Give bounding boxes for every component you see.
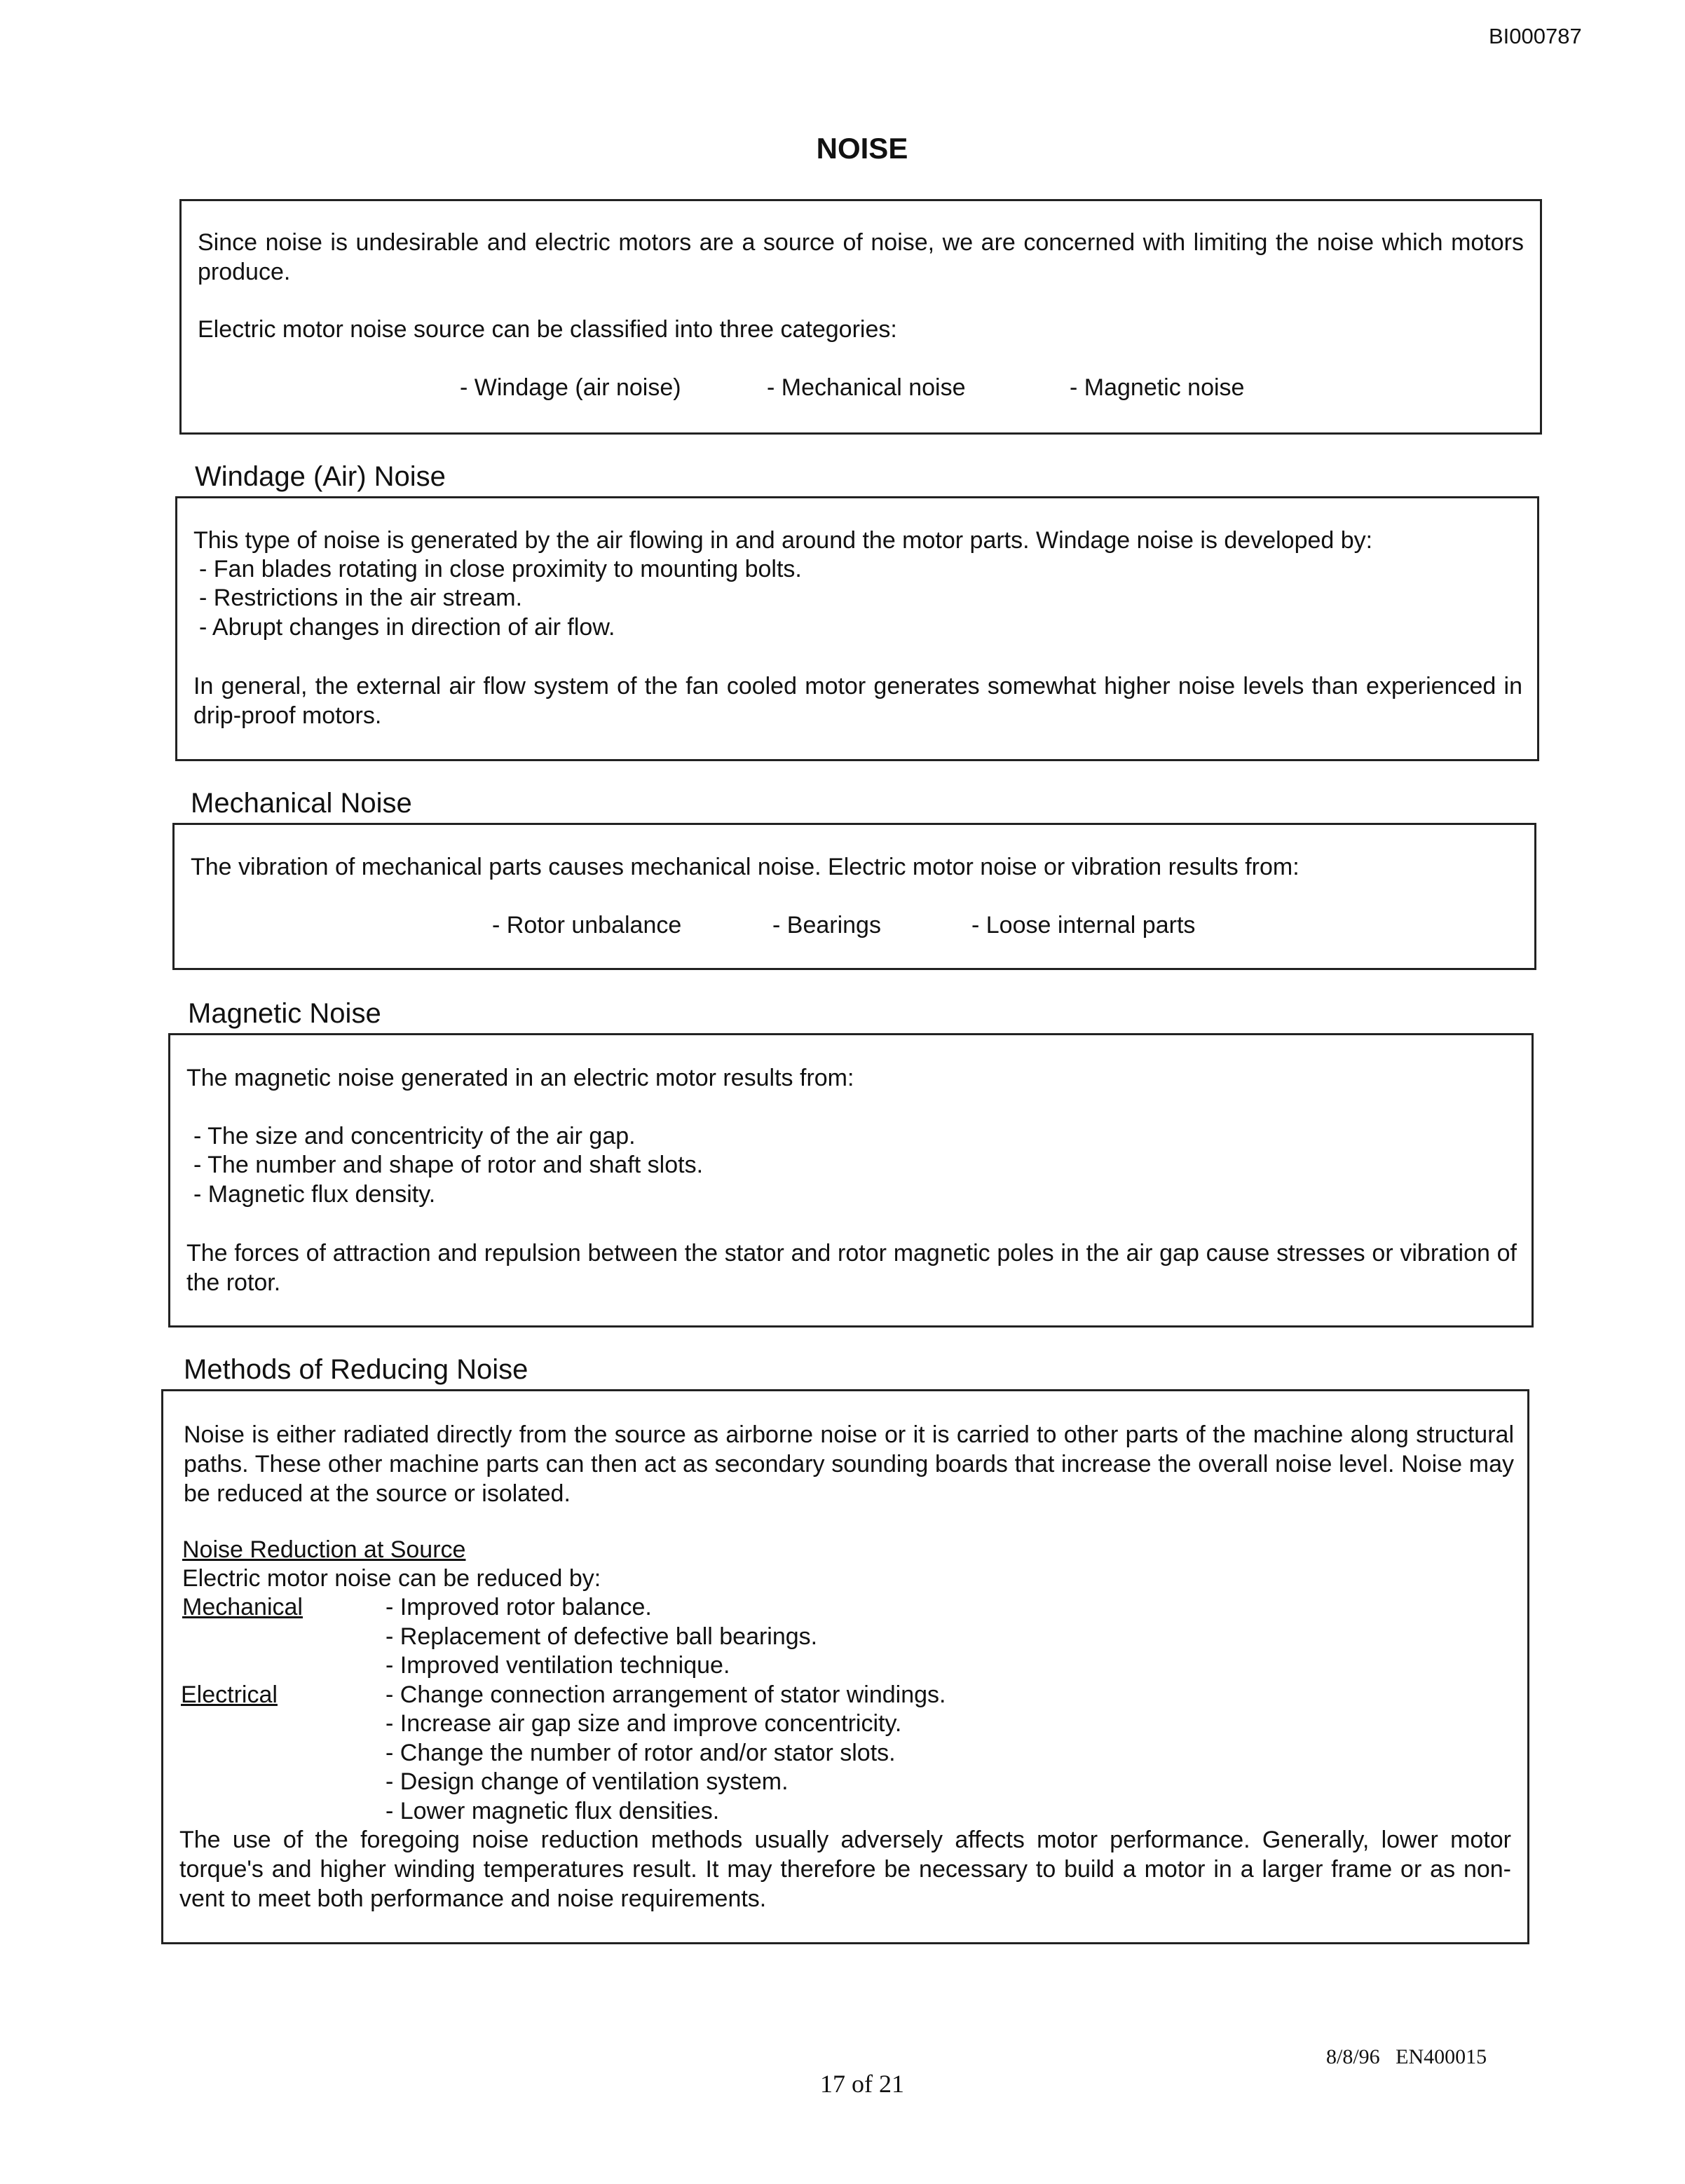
windage-closing: In general, the external air flow system of the fan cooled motor generates somewhat higher noise levels than experienced in drip-proof motors. <box>193 673 1522 729</box>
electrical-method: - Change connection arrangement of stator windings. <box>386 1681 946 1708</box>
mechanical-cause-loose-parts: - Loose internal parts <box>971 912 1196 939</box>
windage-bullet: - Restrictions in the air stream. <box>199 585 523 611</box>
magnetic-closing: The forces of attraction and repulsion between the stator and rotor magnetic poles in the air gap cause stresses or vibration of the rotor. <box>186 1240 1517 1296</box>
intro-categories-lead: Electric motor noise source can be classified into three categories: <box>198 316 897 343</box>
mechanical-box <box>172 823 1536 970</box>
electrical-method: - Lower magnetic flux densities. <box>386 1798 720 1824</box>
reducing-paragraph: Noise is either radiated directly from the source as airborne noise or it is carried to other parts of the machine along structural paths. These other machine parts can then act as secondary sounding boards that increase the overall noise level. Noise may be reduced at the source or isolated. <box>184 1421 1514 1507</box>
magnetic-heading: Magnetic Noise <box>188 998 381 1029</box>
mechanical-lead: The vibration of mechanical parts causes mechanical noise. Electric motor noise or vibration results from: <box>191 854 1299 880</box>
magnetic-lead: The magnetic noise generated in an electric motor results from: <box>186 1065 854 1091</box>
magnetic-bullet: - The size and concentricity of the air gap. <box>193 1123 636 1149</box>
electrical-method: - Change the number of rotor and/or stator slots. <box>386 1740 896 1766</box>
mechanical-method: - Improved ventilation technique. <box>386 1652 730 1679</box>
reducing-heading: Methods of Reducing Noise <box>184 1354 528 1385</box>
category-windage: - Windage (air noise) <box>460 374 681 401</box>
electrical-method: - Design change of ventilation system. <box>386 1768 789 1795</box>
mechanical-label: Mechanical <box>182 1594 303 1620</box>
windage-heading: Windage (Air) Noise <box>195 461 446 492</box>
windage-lead: This type of noise is generated by the air flowing in and around the motor parts. Windage noise is developed by: <box>193 527 1373 554</box>
page-number: 17 of 21 <box>820 2070 904 2098</box>
mechanical-cause-rotor: - Rotor unbalance <box>492 912 682 939</box>
mechanical-heading: Mechanical Noise <box>191 788 412 819</box>
magnetic-bullet: - The number and shape of rotor and shaft slots. <box>193 1152 704 1178</box>
mechanical-cause-bearings: - Bearings <box>772 912 881 939</box>
electrical-method: - Increase air gap size and improve concentricity. <box>386 1710 902 1737</box>
magnetic-bullet: - Magnetic flux density. <box>193 1181 436 1208</box>
reducing-intro: Electric motor noise can be reduced by: <box>182 1565 601 1592</box>
mechanical-method: - Replacement of defective ball bearings. <box>386 1623 818 1650</box>
page-title: NOISE <box>816 132 908 165</box>
reducing-closing: The use of the foregoing noise reduction methods usually adversely affects motor performance. Generally, lower motor torque's and higher winding temperatures result. It may therefore be necessary to build a motor in a larger frame or as non-vent to meet both performance and noise requirements. <box>179 1827 1511 1912</box>
category-magnetic: - Magnetic noise <box>1070 374 1245 401</box>
reducing-subheading: Noise Reduction at Source <box>182 1536 466 1563</box>
windage-bullet: - Fan blades rotating in close proximity to mounting bolts. <box>199 556 802 582</box>
footer-date-code: 8/8/96 EN400015 <box>1326 2045 1487 2068</box>
mechanical-method: - Improved rotor balance. <box>386 1594 652 1620</box>
document-id: BI000787 <box>1489 24 1582 48</box>
electrical-label: Electrical <box>181 1681 278 1708</box>
windage-bullet: - Abrupt changes in direction of air flow. <box>199 614 615 641</box>
intro-paragraph: Since noise is undesirable and electric motors are a source of noise, we are concerned with limiting the noise which motors produce. <box>198 229 1524 285</box>
category-mechanical: - Mechanical noise <box>767 374 966 401</box>
